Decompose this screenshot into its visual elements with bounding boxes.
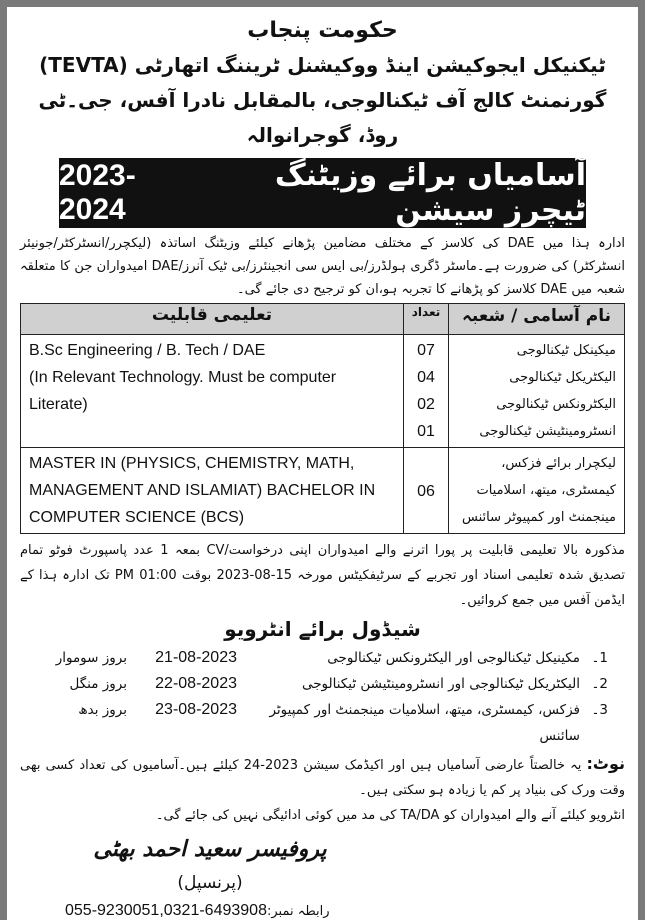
count: 04 bbox=[417, 369, 435, 386]
item-number: 3۔ bbox=[591, 702, 608, 718]
item-day: بروز منگل bbox=[69, 676, 127, 692]
post: میکینکل ٹیکنالوجی bbox=[516, 343, 616, 358]
header-line3: گورنمنٹ کالج آف ٹیکنالوجی، بالمقابل نادرا آفس، جی۔ٹی روڈ، گوجرانوالہ bbox=[38, 88, 607, 147]
post: الیکٹریکل ٹیکنالوجی bbox=[509, 370, 616, 385]
schedule-item bbox=[37, 697, 608, 749]
vacancy-table bbox=[20, 303, 625, 534]
signature-block bbox=[80, 832, 340, 898]
count-cell: 06 bbox=[404, 448, 449, 534]
signature-name: پروفیسر سعید احمد بھٹی bbox=[93, 837, 327, 862]
count-cell bbox=[404, 335, 449, 448]
signature-title: (پرنسپل) bbox=[177, 873, 243, 893]
application-paragraph: مذکورہ بالا تعلیمی قابلیت پر پورا اترنے والے امیدواران اپنی درخواست/CV بمعہ 1 عدد پاسپورٹ فوٹو تمام تصدیق شدہ تعلیمی اسناد اور تجربے کے سرٹیفکیٹس مورخہ 15-08-2023 بوقت 01:00 PM تک ادارہ ہذا کے ایڈمن آفس میں جمع کروائیں۔ bbox=[20, 543, 625, 608]
tada-note: انٹرویو کیلئے آنے والے امیدواران کو TA/DA کی مد میں کوئی ادائیگی نہیں کی جائے گی۔ bbox=[155, 808, 625, 823]
header-line1: حکومت پنجاب bbox=[247, 18, 398, 43]
header-qualification: تعلیمی قابلیت bbox=[21, 304, 404, 335]
note-label: نوٹ: bbox=[586, 754, 626, 773]
header-line2: ٹیکنیکل ایجوکیشن اینڈ ووکیشنل ٹریننگ اتھارٹی (TEVTA) bbox=[39, 53, 606, 77]
intro-paragraph: ادارہ ہذا میں DAE کی کلاسز کے مختلف مضامین پڑھانے کیلئے وزیٹنگ اساتذہ (لیکچرر/انسٹرکٹر/جونیئر انسٹرکٹر) کی ضرورت ہے۔ماسٹر ڈگری ہولڈرز/بی ایس سی انجینئرز/بی ٹیک آنرز/DAE امیدواران جن کا متعلقہ شعبہ میں DAE کلاسز کو پڑھانے کا تجربہ ہو،ان کو ترجیح دی جائے گی۔ bbox=[20, 236, 625, 297]
schedule-item bbox=[37, 645, 608, 671]
item-date: 23-08-2023 bbox=[155, 701, 237, 718]
post-cell bbox=[449, 335, 625, 448]
advertisement-page bbox=[7, 7, 638, 920]
table-header-row bbox=[21, 304, 625, 335]
contact-numbers: 055-9230051,0321-6493908 bbox=[65, 902, 267, 919]
count: 07 bbox=[417, 342, 435, 359]
item-date: 21-08-2023 bbox=[155, 649, 237, 666]
table-row bbox=[21, 335, 625, 448]
banner-session: 2023-2024 bbox=[59, 159, 136, 226]
item-subject: فزکس، کیمسٹری، میتھ، اسلامیات مینجمنٹ اور کمپیوٹر سائنس bbox=[269, 702, 580, 744]
item-number: 2۔ bbox=[591, 676, 608, 692]
item-subject: مکینیکل ٹیکنالوجی اور الیکٹرونکس ٹیکنالوجی bbox=[327, 650, 580, 666]
count: 01 bbox=[417, 423, 435, 440]
table-row bbox=[21, 448, 625, 534]
post: الیکٹرونکس ٹیکنالوجی bbox=[496, 397, 616, 412]
schedule-title: شیڈول برائے انٹرویو bbox=[224, 617, 421, 641]
count: 02 bbox=[417, 396, 435, 413]
post-cell: لیکچرار برائے فزکس، کیمسٹری، میتھ، اسلامیات مینجمنٹ اور کمپیوٹر سائنس bbox=[449, 448, 625, 534]
header-count: تعداد bbox=[404, 304, 449, 335]
contact-label: رابطہ نمبر: bbox=[266, 904, 330, 919]
banner-title: آسامیاں برائے وزیٹنگ ٹیچرز سیشن bbox=[274, 158, 586, 228]
item-day: بروز بدھ bbox=[78, 702, 127, 718]
item-number: 1۔ bbox=[591, 650, 608, 666]
title-banner bbox=[59, 158, 586, 228]
post: انسٹرومینٹیشن ٹیکنالوجی bbox=[479, 424, 616, 439]
schedule-item bbox=[37, 671, 608, 697]
item-day: بروز سوموار bbox=[55, 650, 127, 666]
note-text: یہ خالصتاً عارضی آسامیاں ہیں اور اکیڈمک سیشن 2023-24 کیلئے ہیں۔آسامیوں کی تعداد کسی بھی وقت ورک کی بنیاد پر کم یا زیادہ ہو سکتی ہیں۔ bbox=[20, 758, 625, 798]
qualification-cell: B.Sc Engineering / B. Tech / DAE (In Relevant Technology. Must be computer Literate) bbox=[21, 335, 404, 448]
item-date: 22-08-2023 bbox=[155, 675, 237, 692]
contact-line bbox=[65, 902, 625, 920]
item-subject: الیکٹریکل ٹیکنالوجی اور انسٹرومینٹیشن ٹیکنالوجی bbox=[301, 676, 580, 692]
qualification-cell: MASTER IN (PHYSICS, CHEMISTRY, MATH, MANAGEMENT AND ISLAMIAT) BACHELOR IN COMPUTER SCIENCE (BCS) bbox=[21, 448, 404, 534]
header-post: نام آسامی / شعبہ bbox=[449, 304, 625, 335]
note-paragraph bbox=[20, 751, 625, 803]
